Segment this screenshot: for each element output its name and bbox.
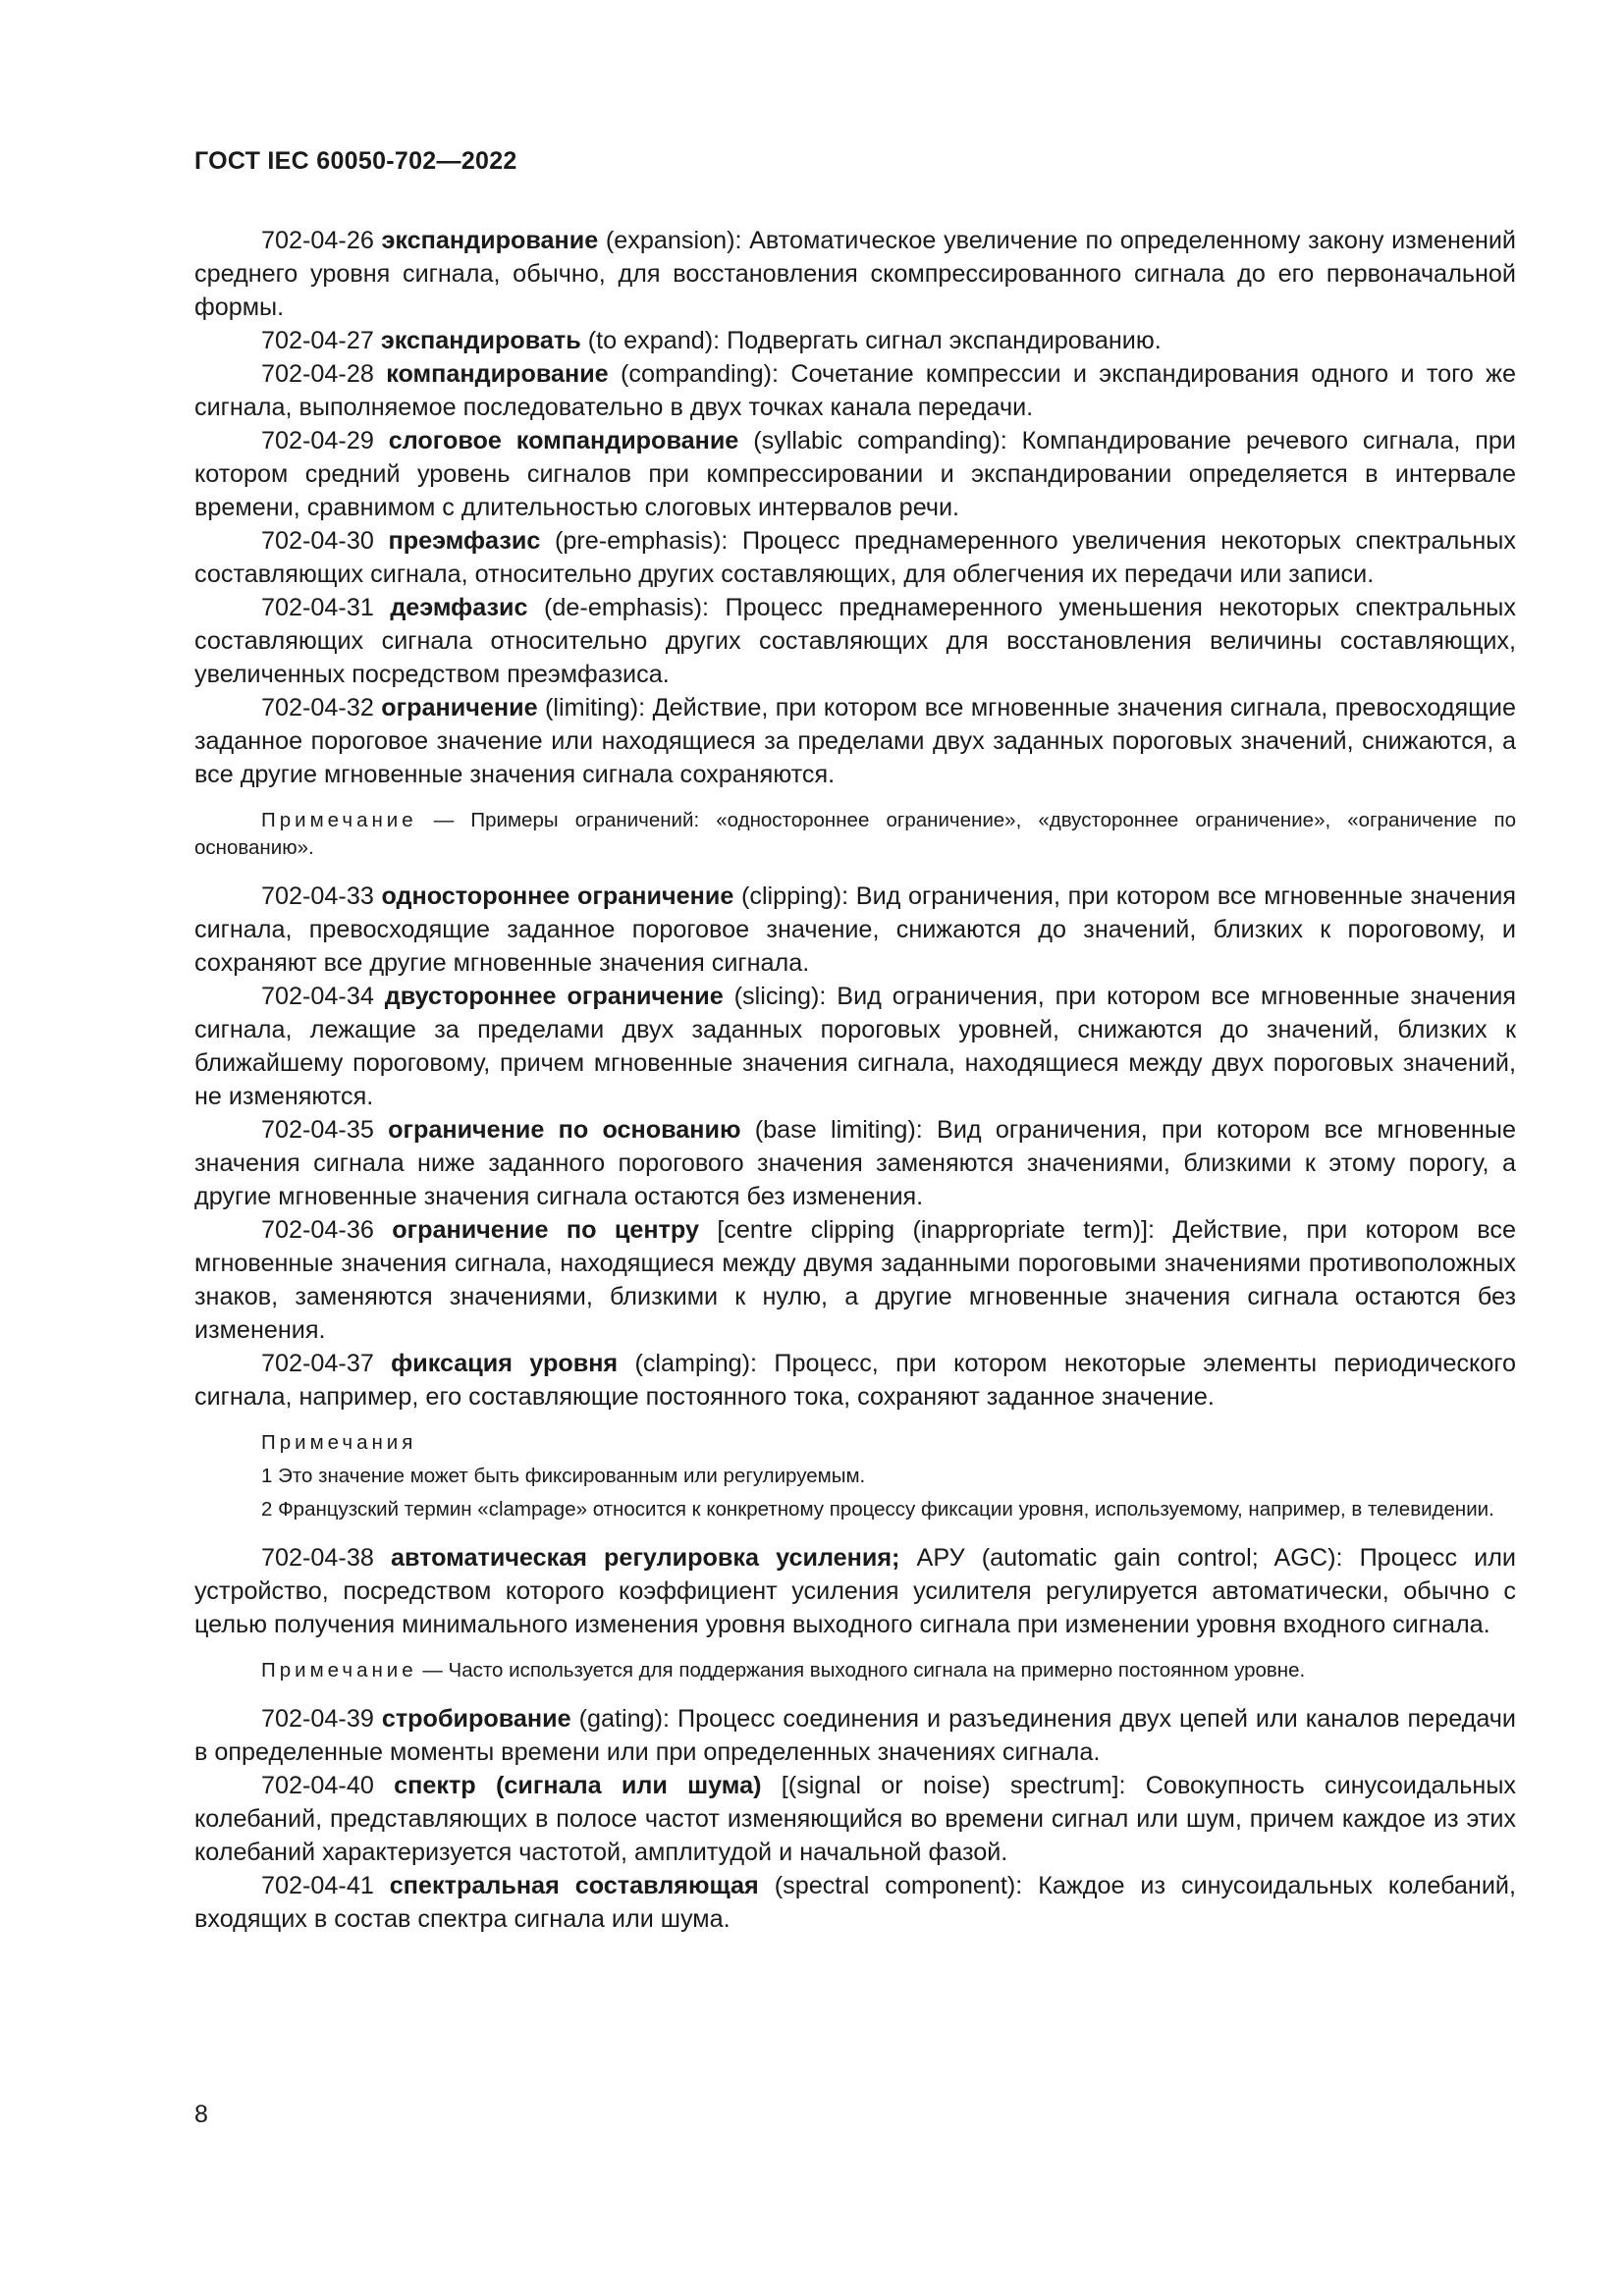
term-code: 702-04-38: [261, 1544, 374, 1572]
term-entry: [194, 1347, 1516, 1414]
note-block: [194, 1429, 1516, 1523]
term-name: экспандирование: [381, 227, 599, 254]
term-entry: [194, 1541, 1516, 1641]
note-text: [194, 1429, 1516, 1457]
term-entry: [194, 691, 1516, 791]
term-definition: (pre-emphasis): Процесс преднамеренного увеличения некоторых спектральных составляющих сигнала, относительно других составляющих, для облегчения их передачи или записи.: [194, 527, 1516, 588]
term-entry: [194, 980, 1516, 1113]
term-name: деэмфазис: [390, 594, 528, 621]
term-entry: [194, 591, 1516, 691]
term-name: одностороннее ограничение: [381, 882, 734, 910]
term-code: 702-04-32: [261, 694, 374, 721]
term-definition: (slicing): Вид ограничения, при котором все мгновенные значения сигнала, лежащие за пределами двух заданных пороговых уровней, снижаются до значений, близких к ближайшему пороговому, причем мгновенные значения сигнала, находящиеся между двух пороговых значений, не изменяются.: [194, 983, 1517, 1110]
term-entry: [194, 357, 1516, 424]
term-name: спектр (сигнала или шума): [394, 1772, 762, 1799]
term-name: двустороннее ограничение: [384, 983, 724, 1010]
page-number: 8: [194, 2101, 208, 2128]
term-code: 702-04-29: [261, 427, 374, 454]
term-definition: (de-emphasis): Процесс преднамеренного уменьшения некоторых спектральных составляющих сигнала относительно других составляющих для восстановления величины составляющих, увеличенных посредством преэмфазиса.: [194, 594, 1516, 688]
term-definition: (limiting): Действие, при котором все мгновенные значения сигнала, превосходящие заданное пороговое значение или находящиеся за пределами двух заданных пороговых значений, снижаются, а все другие мгновенные значения сигнала сохраняются.: [194, 694, 1516, 788]
note-text: [194, 1657, 1516, 1684]
note-text: [194, 1463, 1516, 1490]
term-definition: АРУ (automatic gain control; AGC): Процесс или устройство, посредством которого коэффициент усиления усилителя регулируется автоматически, обычно с целью получения минимального изменения уровня выходного сигнала при изменении уровня входного сигнала.: [194, 1544, 1516, 1638]
term-entry: [194, 1213, 1516, 1347]
term-name: ограничение по центру: [392, 1216, 699, 1244]
term-code: 702-04-37: [261, 1350, 374, 1377]
term-code: 702-04-41: [261, 1872, 374, 1899]
term-definition: (to expand): Подвергать сигнал экспандированию.: [580, 327, 1162, 354]
term-code: 702-04-30: [261, 527, 374, 555]
note-content: — Примеры ограничений: «одностороннее ограничение», «двустороннее ограничение», «ограничение по основанию».: [194, 809, 1516, 859]
term-definition: (spectral component): Каждое из синусоидальных колебаний, входящих в состав спектра сигнала или шума.: [194, 1872, 1516, 1933]
note-label: Примечание: [261, 809, 417, 831]
note-label: Примечание: [261, 1659, 417, 1682]
term-code: 702-04-40: [261, 1772, 374, 1799]
term-definition: (companding): Сочетание компрессии и экспандирования одного и того же сигнала, выполняемое последовательно в двух точках канала передачи.: [194, 360, 1516, 421]
term-name: автоматическая регулировка усиления;: [390, 1544, 900, 1572]
term-entry: [194, 324, 1516, 357]
term-definition: [centre clipping (inappropriate term)]: Действие, при котором все мгновенные значения сигнала, находящиеся между двумя заданными пороговыми значениями противоположных знаков, заменяются значениями, близкими к нулю, а другие мгновенные значения сигнала остаются без изменения.: [194, 1216, 1516, 1344]
document-header: ГОСТ IEC 60050-702—2022: [194, 147, 517, 175]
note-content: 2 Французский термин «clampage» относится к конкретному процессу фиксации уровня, используемому, например, в телевидении.: [261, 1498, 1494, 1521]
note-content: 1 Это значение может быть фиксированным или регулируемым.: [261, 1465, 866, 1487]
note-text: [194, 1496, 1516, 1523]
term-name: фиксация уровня: [391, 1350, 619, 1377]
term-code: 702-04-35: [261, 1116, 374, 1144]
term-name: стробирование: [381, 1705, 571, 1733]
term-definition: (gating): Процесс соединения и разъединения двух цепей или каналов передачи в определенные моменты времени или при определенных значениях сигнала.: [194, 1705, 1516, 1766]
term-code: 702-04-39: [261, 1705, 374, 1733]
note-block: [194, 1657, 1516, 1684]
term-code: 702-04-31: [261, 594, 374, 621]
term-name: спектральная составляющая: [389, 1872, 759, 1899]
note-text: [194, 807, 1516, 862]
note-block: [194, 807, 1516, 862]
term-code: 702-04-34: [261, 983, 374, 1010]
term-entry: [194, 880, 1516, 980]
term-name: компандирование: [386, 360, 609, 388]
term-entry: [194, 224, 1516, 324]
term-name: слоговое компандирование: [388, 427, 739, 454]
note-content: — Часто используется для поддержания выходного сигнала на примерно постоянном уровне.: [416, 1659, 1306, 1682]
term-entry: [194, 1702, 1516, 1769]
term-entry: [194, 524, 1516, 591]
term-code: 702-04-26: [261, 227, 374, 254]
term-code: 702-04-27: [261, 327, 374, 354]
term-entry: [194, 1769, 1516, 1869]
term-definition: (base limiting): Вид ограничения, при котором все мгновенные значения сигнала ниже заданного порогового значения заменяются значениями, близкими к этому порогу, а другие мгновенные значения сигнала остаются без изменения.: [194, 1116, 1517, 1210]
term-name: ограничение: [381, 694, 538, 721]
term-definition: (clipping): Вид ограничения, при котором все мгновенные значения сигнала, превосходящие заданное пороговое значение, снижаются до значений, близких к пороговому, и сохраняют все другие мгновенные значения сигнала.: [194, 882, 1516, 977]
term-code: 702-04-33: [261, 882, 374, 910]
term-code: 702-04-28: [261, 360, 374, 388]
document-body: [194, 224, 1516, 1936]
term-definition: (clamping): Процесс, при котором некоторые элементы периодического сигнала, например, его составляющие постоянного тока, сохраняют заданное значение.: [194, 1350, 1517, 1411]
term-definition: (expansion): Автоматическое увеличение по определенному закону изменений среднего уровня сигнала, обычно, для восстановления скомпрессированного сигнала до его первоначальной формы.: [194, 227, 1516, 321]
note-label: Примечания: [261, 1431, 417, 1454]
term-name: экспандировать: [380, 327, 581, 354]
term-definition: [(signal or noise) spectrum]: Совокупность синусоидальных колебаний, представляющих в полосе частот изменяющийся во времени сигнал или шум, причем каждое из этих колебаний характеризуется частотой, амплитудой и начальной фазой.: [194, 1772, 1517, 1866]
term-entry: [194, 1869, 1516, 1936]
term-definition: (syllabic companding): Компандирование речевого сигнала, при котором средний уровень сигналов при компрессировании и экспандировании определяется в интервале времени, сравнимом с длительностью слоговых интервалов речи.: [194, 427, 1516, 521]
term-code: 702-04-36: [261, 1216, 374, 1244]
term-name: ограничение по основанию: [388, 1116, 741, 1144]
term-name: преэмфазис: [388, 527, 541, 555]
term-entry: [194, 1113, 1516, 1213]
term-entry: [194, 424, 1516, 524]
